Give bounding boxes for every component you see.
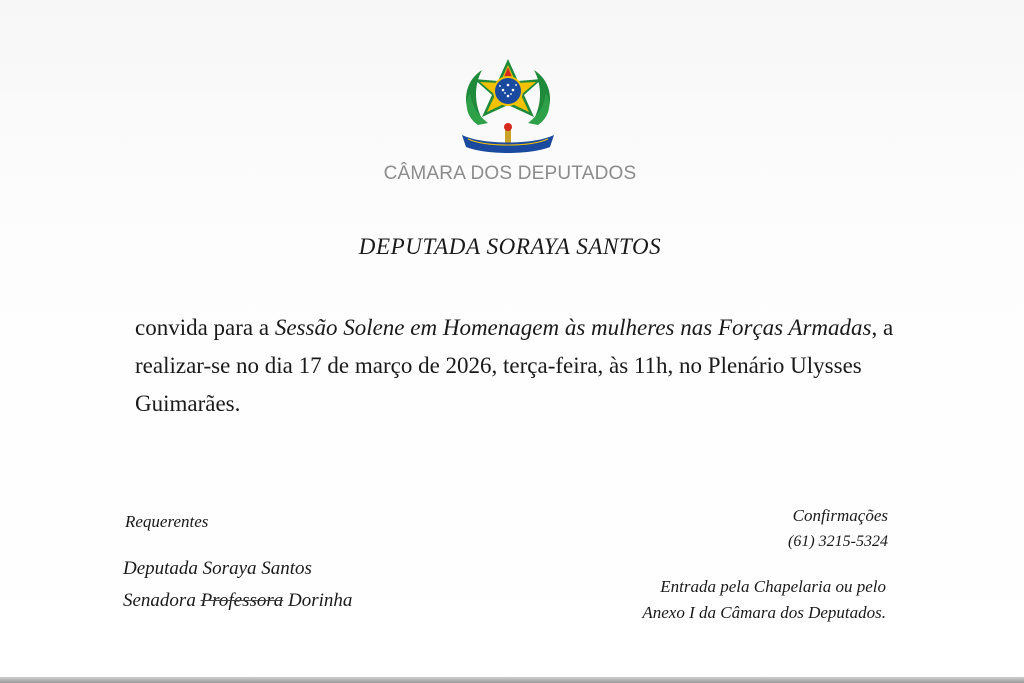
event-name: Sessão Solene em Homenagem às mulheres nas Forças Armadas xyxy=(274,315,872,340)
confirmations-phone: (61) 3215-5324 xyxy=(788,533,888,550)
entrance-line-1: Entrada pela Chapelaria ou pelo xyxy=(660,577,886,596)
entrance-line-2: Anexo I da Câmara dos Deputados. xyxy=(642,603,886,622)
institution-name: CÂMARA DOS DEPUTADOS xyxy=(383,163,637,184)
confirmations-label: Confirmações xyxy=(792,506,888,525)
entrance-info xyxy=(642,574,886,626)
requesters-label: Requerentes xyxy=(125,512,209,531)
requester-second-prefix: Senadora xyxy=(123,590,201,611)
requester-second-suffix: Dorinha xyxy=(283,590,353,611)
invitation-intro: convida para a xyxy=(135,315,275,340)
requester-second-struck: Professora xyxy=(200,590,284,611)
invitation-details: , a realizar-se no dia 17 de março de 2026, terça-feira, às 11h, no Plenário Ulysses Guimarães. xyxy=(135,315,894,416)
brazil-coat-of-arms-icon xyxy=(452,55,564,159)
requester-second xyxy=(123,590,352,612)
card-bottom-edge xyxy=(0,677,1024,683)
requester-first: Deputada Soraya Santos xyxy=(123,558,312,579)
host-name-heading: DEPUTADA SORAYA SANTOS xyxy=(358,234,662,259)
invitation-text xyxy=(135,309,895,423)
